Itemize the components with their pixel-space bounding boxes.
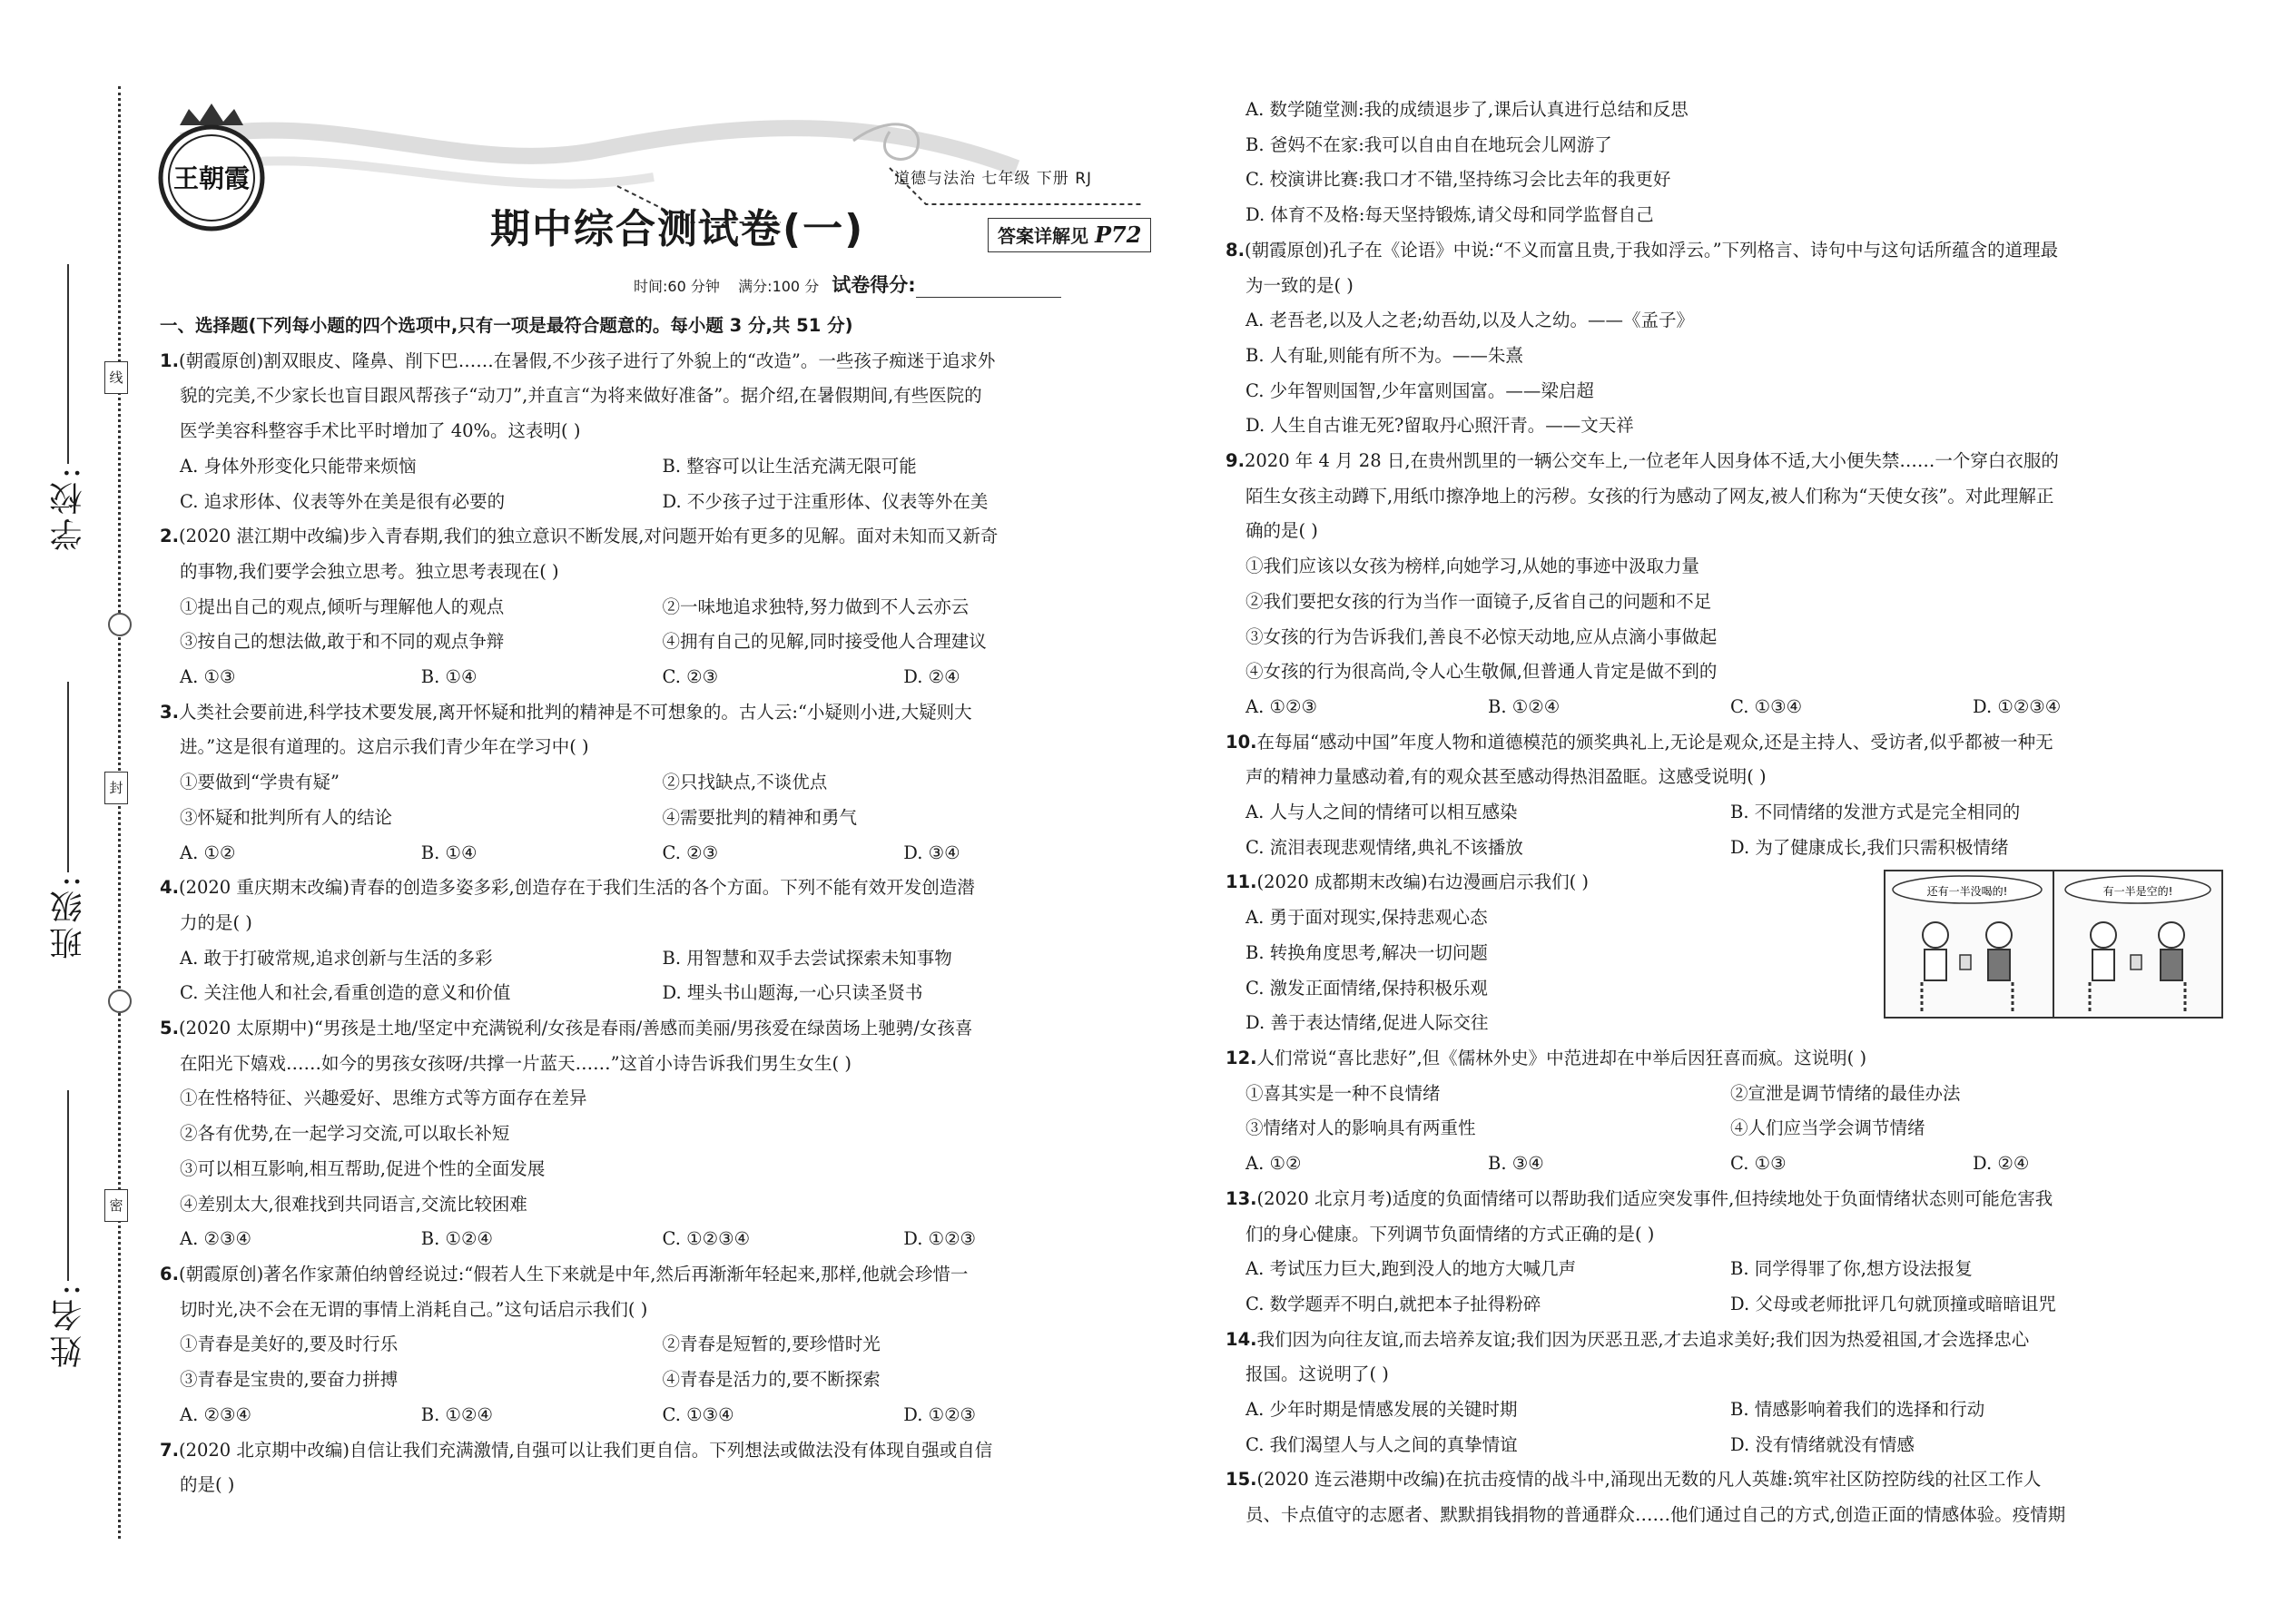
option[interactable]: D. 埋头书山题海,一心只读圣贤书 bbox=[662, 982, 923, 1004]
option[interactable]: D. 父母或老师批评几句就顶撞或暗暗诅咒 bbox=[1730, 1293, 2056, 1314]
option[interactable]: D. 为了健康成长,我们只需积极情绪 bbox=[1730, 836, 2009, 858]
question-4: 4.(2020 重庆期末改编)青春的创造多姿多彩,创造存在于我们生活的各个方面。下列不能有效开发创造潜 力的是( ) A. 敢于打破常规,追求创新与生活的多彩 B. 用智慧和双手去尝试探索未知事物 C. 关注他人和社会,看重创造的意义和价值 D. 埋头书山题海,一心只读圣贤书 bbox=[160, 871, 1145, 1011]
option[interactable]: D. 不少孩子过于注重形体、仪表等外在美 bbox=[662, 490, 989, 512]
option[interactable]: D. 人生自古谁无死?留取丹心照汗青。——文天祥 bbox=[1245, 415, 1634, 437]
option[interactable]: D. ②④ bbox=[1973, 1153, 2030, 1175]
option[interactable]: B. 情感影响着我们的选择和行动 bbox=[1730, 1399, 1985, 1421]
option[interactable]: C. 少年智则国智,少年富则国富。——梁启超 bbox=[1245, 379, 1594, 401]
question-13: 13.(2020 北京月考)适度的负面情绪可以帮助我们适应突发事件,但持续地处于负面情绪状态则可能危害我 们的身心健康。下列调节负面情绪的方式正确的是( ) A. 考试压力巨大,跑到没人的地方大喊几声 B. 同学得罪了你,想方设法报复 C. 数学题弄不明白,就把本子扯得粉碎 D. 父母或老师批评几句就顶撞或暗暗诅咒 bbox=[1226, 1182, 2215, 1323]
question-3: 3.人类社会要前进,科学技术要发展,离开怀疑和批判的精神是不可想象的。古人云:“小疑则小进,大疑则大 进。”这是很有道理的。这启示我们青少年在学习中( ) ①要做到“学贵有疑” ②只找缺点,不谈优点 ③怀疑和批判所有人的结论 ④需要批判的精神和勇气 A. ①② B. ①④ C. ②③ D. ③④ bbox=[160, 695, 1145, 871]
option[interactable]: A. 敢于打破常规,追求创新与生活的多彩 bbox=[180, 947, 493, 969]
binding-dotted-line bbox=[118, 86, 121, 1539]
option[interactable]: A. ①② bbox=[1245, 1153, 1302, 1175]
class-field[interactable] bbox=[50, 676, 86, 960]
option[interactable]: C. 校演讲比赛:我口才不错,坚持练习会比去年的我更好 bbox=[1245, 169, 1671, 191]
option[interactable]: A. ②③④ bbox=[180, 1403, 251, 1425]
school-label: 学校: bbox=[49, 464, 87, 552]
comic-right-speech: 有一半是空的! bbox=[2102, 885, 2173, 898]
option[interactable]: C. 追求形体、仪表等外在美是很有必要的 bbox=[180, 490, 506, 512]
school-field[interactable] bbox=[50, 259, 86, 551]
option[interactable]: B. ①②④ bbox=[420, 1228, 493, 1250]
option[interactable]: B. ③④ bbox=[1488, 1153, 1544, 1175]
option[interactable]: A. 身体外形变化只能带来烦恼 bbox=[180, 455, 417, 477]
option[interactable]: A. 少年时期是情感发展的关键时期 bbox=[1245, 1399, 1518, 1421]
option[interactable]: C. ①③④ bbox=[662, 1403, 734, 1425]
option[interactable]: A. 人与人之间的情绪可以相互感染 bbox=[1245, 802, 1518, 823]
binding-mark: 线 bbox=[104, 361, 128, 394]
option[interactable]: B. 用智慧和双手去尝试探索未知事物 bbox=[662, 947, 952, 969]
section-heading: 一、选择题(下列每小题的四个选项中,只有一项是最符合题意的。每小题 3 分,共 51 分) bbox=[160, 315, 853, 336]
question-9: 9.2020 年 4 月 28 日,在贵州凯里的一辆公交车上,一位老年人因身体不适,大小便失禁……一个穿白衣服的 陌生女孩主动蹲下,用纸巾擦净地上的污秽。女孩的行为感动了网友,被人们称为“天使女孩”。对此理解正 确的是( ) ①我们应该以女孩为榜样,向她学习,从她的事迹中汲取力量 ②我们要把女孩的行为当作一面镜子,反省自己的问题和不足 ③女孩的行为告诉我们,善良不必惊天动地,应从点滴小事做起 ④女孩的行为很高尚,令人心生敬佩,但普通人肯定是做不到的 A. ①②③ B. ①②④ C. ①③④ D. ①②③④ bbox=[1226, 444, 2215, 725]
option[interactable]: B. 整容可以让生活充满无限可能 bbox=[662, 455, 917, 477]
question-1: 1.(朝霞原创)割双眼皮、隆鼻、削下巴……在暑假,不少孩子进行了外貌上的“改造”。一些孩子痴迷于追求外 貌的完美,不少家长也盲目跟风帮孩子“动刀”,并直言“为将来做好准备”。据介绍,在暑假期间,有些医院的 医学美容科整容手术比平时增加了 40%。这表明( ) A. 身体外形变化只能带来烦恼 B. 整容可以让生活充满无限可能 C. 追求形体、仪表等外在美是很有必要的 D. 不少孩子过于注重形体、仪表等外在美 bbox=[160, 344, 1145, 520]
option[interactable]: C. 数学题弄不明白,就把本子扯得粉碎 bbox=[1245, 1293, 1541, 1314]
question-15: 15.(2020 连云港期中改编)在抗击疫情的战斗中,涌现出无数的凡人英雄:筑牢社区防控防线的社区工作人 员、卡点值守的志愿者、默默捐钱捐物的普通群众……他们通过自己的方式,创造正面的情感体验。疫情期 bbox=[1226, 1469, 2066, 1526]
option[interactable]: A. ②③④ bbox=[180, 1228, 251, 1250]
question-7: 7.(2020 北京期中改编)自信让我们充满激情,自强可以让我们更自信。下列想法或做法没有体现自强或自信 的是( ) bbox=[160, 1439, 993, 1496]
left-column bbox=[160, 309, 1145, 1503]
option[interactable]: B. ①②④ bbox=[420, 1403, 493, 1425]
option[interactable]: C. 关注他人和社会,看重创造的意义和价值 bbox=[180, 982, 511, 1004]
option[interactable]: C. 流泪表现悲观情绪,典礼不该播放 bbox=[1245, 836, 1523, 858]
option[interactable]: D. ③④ bbox=[903, 842, 960, 863]
binding-hole bbox=[108, 613, 132, 636]
option[interactable]: D. 善于表达情绪,促进人际交往 bbox=[1245, 1012, 1489, 1034]
answer-page: P72 bbox=[1094, 221, 1142, 248]
answer-reference bbox=[988, 218, 1151, 252]
option[interactable]: B. 人有耻,则能有所不为。——朱熹 bbox=[1245, 344, 1523, 366]
comic-illustration bbox=[1884, 870, 2223, 1019]
option[interactable]: B. ①④ bbox=[420, 842, 478, 863]
option[interactable]: D. ②④ bbox=[903, 666, 960, 688]
option[interactable]: A. ①②③ bbox=[1245, 695, 1317, 717]
option[interactable]: A. 老吾老,以及人之老;幼吾幼,以及人之幼。——《孟子》 bbox=[1245, 310, 1694, 331]
question-7-options bbox=[1226, 93, 2215, 233]
right-column bbox=[1226, 93, 2215, 1533]
class-label: 班级: bbox=[49, 872, 87, 960]
subject-label: 道德与法治 七年级 下册 RJ bbox=[894, 170, 1093, 188]
option[interactable]: C. ①③④ bbox=[1730, 695, 1803, 717]
question-11: 11.(2020 成都期末改编)右边漫画启示我们( ) A. 勇于面对现实,保持悲观心态 B. 转换角度思考,解决一切问题 C. 激发正面情绪,保持积极乐观 D. 善于表达情绪,促进人际交往 bbox=[1226, 865, 2215, 1041]
question-8: 8.(朝霞原创)孔子在《论语》中说:“不义而富且贵,于我如浮云。”下列格言、诗句中与这句话所蕴含的道理最 为一致的是( ) A. 老吾老,以及人之老;幼吾幼,以及人之幼。——《孟子》 B. 人有耻,则能有所不为。——朱熹 C. 少年智则国智,少年富则国富。——梁启超 D. 人生自古谁无死?留取丹心照汗青。——文天祥 bbox=[1226, 233, 2215, 444]
option[interactable]: D. 没有情绪就没有情感 bbox=[1730, 1433, 1915, 1455]
option[interactable]: C. ②③ bbox=[662, 842, 719, 863]
option[interactable]: D. 体育不及格:每天坚持锻炼,请父母和同学监督自己 bbox=[1245, 204, 1654, 226]
option[interactable]: D. ①②③ bbox=[903, 1403, 977, 1425]
option[interactable]: C. ①②③④ bbox=[662, 1228, 751, 1250]
comic-left-speech: 还有一半没喝的! bbox=[1926, 885, 2008, 898]
binding-mark: 封 bbox=[104, 772, 128, 804]
question-10: 10.在每届“感动中国”年度人物和道德模范的颁奖典礼上,无论是观众,还是主持人、受访者,似乎都被一种无 声的精神力量感动着,有的观众甚至感动得热泪盈眶。这感受说明( ) A. 人与人之间的情绪可以相互感染 B. 不同情绪的发泄方式是完全相同的 C. 流泪表现悲观情绪,典礼不该播放 D. 为了健康成长,我们只需积极情绪 bbox=[1226, 725, 2215, 866]
question-2: 2.(2020 湛江期中改编)步入青春期,我们的独立意识不断发展,对问题开始有更多的见解。面对未知而又新奇 的事物,我们要学会独立思考。独立思考表现在( ) ①提出自己的观点,倾听与理解他人的观点 ②一味地追求独特,努力做到不人云亦云 ③按自己的想法做,敢于和不同的观点争辩 ④拥有自己的见解,同时接受他人合理建议 A. ①③ B. ①④ C. ②③ D. ②④ bbox=[160, 519, 1145, 695]
option[interactable]: C. ②③ bbox=[662, 666, 719, 688]
question-5: 5.(2020 太原期中)“男孩是土地/坚定中充满锐利/女孩是春雨/善感而美丽/男孩爱在绿茵场上驰骋/女孩喜 在阳光下嬉戏……如今的男孩女孩呀/共撑一片蓝天……”这首小诗告诉我们男生女生( ) ①在性格特征、兴趣爱好、思维方式等方面存在差异 ②各有优势,在一起学习交流,可以取长补短 ③可以相互影响,相互帮助,促进个性的全面发展 ④差别太大,很难找到共同语言,交流比较困难 A. ②③④ B. ①②④ C. ①②③④ D. ①②③ bbox=[160, 1011, 1145, 1257]
logo-text: 王朝霞 bbox=[172, 163, 251, 193]
question-14: 14.我们因为向往友谊,而去培养友谊;我们因为厌恶丑恶,才去追求美好;我们因为热爱祖国,才会选择忠心 报国。这说明了( ) A. 少年时期是情感发展的关键时期 B. 情感影响着我们的选择和行动 C. 我们渴望人与人之间的真挚情谊 D. 没有情绪就没有情感 bbox=[1226, 1323, 2215, 1463]
name-field[interactable] bbox=[50, 1085, 86, 1368]
class-blank[interactable] bbox=[67, 682, 69, 872]
option[interactable]: A. ①② bbox=[180, 842, 236, 863]
option[interactable]: B. ①②④ bbox=[1488, 695, 1561, 717]
exam-meta bbox=[634, 271, 1061, 298]
option[interactable]: D. ①②③ bbox=[903, 1228, 977, 1250]
question-12: 12.人们常说“喜比悲好”,但《儒林外史》中范进却在中举后因狂喜而疯。这说明( ) ①喜其实是一种不良情绪 ②宣泄是调节情绪的最佳办法 ③情绪对人的影响具有两重性 ④人们应当学会调节情绪 A. ①② B. ③④ C. ①③ D. ②④ bbox=[1226, 1041, 2215, 1182]
option[interactable]: A. ①③ bbox=[180, 666, 236, 688]
binding-mark: 密 bbox=[104, 1189, 128, 1222]
option[interactable]: A. 数学随堂测:我的成绩退步了,课后认真进行总结和反思 bbox=[1245, 99, 1689, 120]
answer-ref-label: 答案详解见 bbox=[998, 225, 1088, 247]
page-title: 期中综合测试卷(一) bbox=[490, 206, 865, 252]
option[interactable]: A. 勇于面对现实,保持悲观心态 bbox=[1245, 907, 1488, 929]
logo-badge bbox=[153, 98, 271, 234]
school-blank[interactable] bbox=[67, 264, 69, 464]
score-blank[interactable] bbox=[916, 277, 1061, 298]
comic-drawing bbox=[1885, 871, 2221, 1017]
option[interactable]: D. ①②③④ bbox=[1973, 695, 2062, 717]
option[interactable]: B. 爸妈不在家:我可以自由自在地玩会儿网游了 bbox=[1245, 133, 1612, 155]
option[interactable]: A. 考试压力巨大,跑到没人的地方大喊几声 bbox=[1245, 1258, 1577, 1280]
option[interactable]: C. ①③ bbox=[1730, 1153, 1787, 1175]
name-blank[interactable] bbox=[67, 1090, 69, 1281]
option[interactable]: C. 我们渴望人与人之间的真挚情谊 bbox=[1245, 1433, 1518, 1455]
option[interactable]: B. ①④ bbox=[420, 666, 478, 688]
name-label: 姓名: bbox=[49, 1281, 87, 1369]
option[interactable]: B. 同学得罪了你,想方设法报复 bbox=[1730, 1258, 1973, 1280]
time-score-info: 时间:60 分钟 满分:100 分 bbox=[634, 278, 820, 295]
option[interactable]: C. 激发正面情绪,保持积极乐观 bbox=[1245, 977, 1488, 999]
score-label: 试卷得分: bbox=[832, 274, 916, 296]
option[interactable]: B. 不同情绪的发泄方式是完全相同的 bbox=[1730, 802, 2021, 823]
question-6: 6.(朝霞原创)著名作家萧伯纳曾经说过:“假若人生下来就是中年,然后再渐渐年轻起来,那样,他就会珍惜一 切时光,决不会在无谓的事情上消耗自己。”这句话启示我们( ) ①青春是美好的,要及时行乐 ②青春是短暂的,要珍惜时光 ③青春是宝贵的,要奋力拼搏 ④青春是活力的,要不断探索 A. ②③④ B. ①②④ C. ①③④ D. ①②③ bbox=[160, 1257, 1145, 1433]
option[interactable]: B. 转换角度思考,解决一切问题 bbox=[1245, 941, 1488, 963]
binding-hole bbox=[108, 989, 132, 1013]
